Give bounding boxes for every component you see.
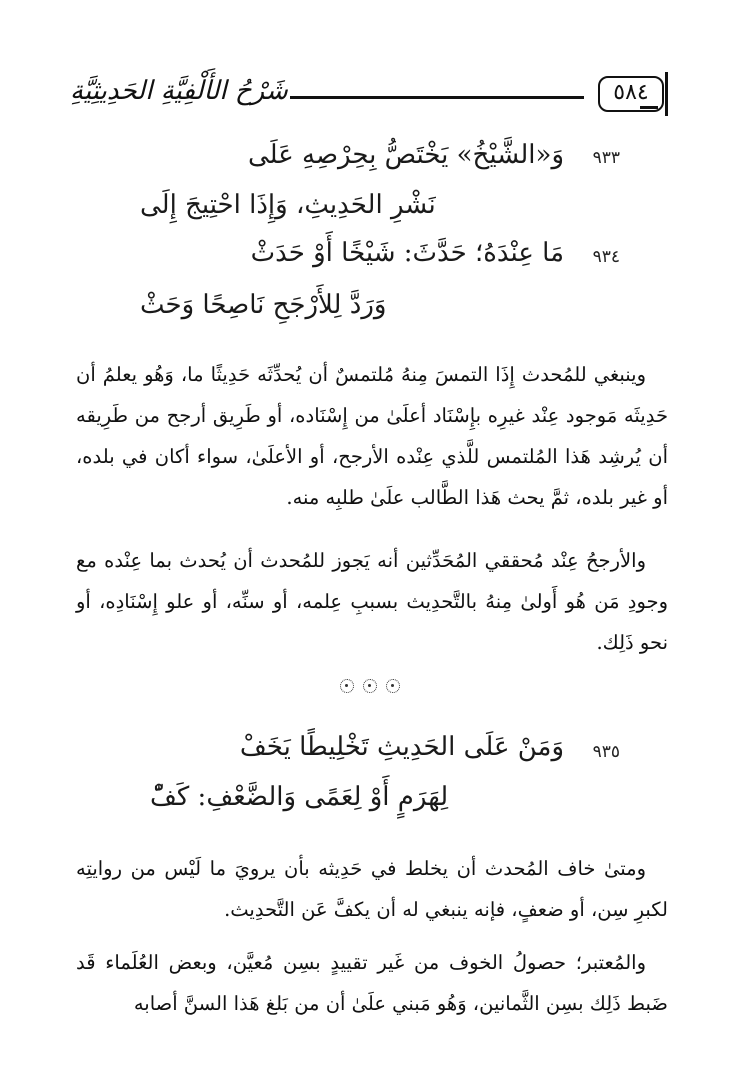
commentary-block [76, 540, 668, 663]
page-number: ٥٨٤ [613, 80, 649, 105]
running-title: شَرْحُ الأَلْفِيَّةِ الحَدِيثِيَّةِ [70, 76, 288, 106]
paragraph: ومتىٰ خاف المُحدث أن يخلط في حَدِيثه بأن يرويَ ما لَيْس من روايتِه لكبرِ سِن، أو ضعفٍ، فإنه ينبغي له أن يكفَّ عَن التَّحدِيث. [76, 857, 668, 921]
commentary-block [76, 848, 668, 930]
verse-hemistich: وَمَنْ عَلَى الحَدِيثِ تَخْلِيطًا يَخَفْ [239, 732, 564, 762]
flower-ornament-icon [340, 679, 354, 693]
verse-hemistich: لِهَرَمٍ أَوْ لِعَمًى وَالضَّعْفِ: كَفّْ [150, 782, 449, 812]
flower-ornament-icon [386, 679, 400, 693]
header-rule [290, 96, 584, 99]
verse-hemistich: وَرَدَّ لِلأَرْجَحِ نَاصِحًا وَحَثْ [140, 290, 387, 320]
verse-hemistich: نَشْرِ الحَدِيثِ، وَإِذَا احْتِيجَ إِلَى [140, 190, 436, 220]
commentary-block [76, 354, 668, 518]
paragraph: وينبغي للمُحدث إِذَا التمسَ مِنهُ مُلتمسٌ أن يُحدِّثَه حَدِيثًا ما، وَهُو يعلمُ أن حَدِيثَه مَوجود عِنْد غيرِه بإِسْنَاد أعلَىٰ من إِسْنَاده، أو طَرِيق أرجح من طَرِيقه أن يُرشِد هَذا المُلتمس للَّذي عِنْده الأرجح، أو الأعلَىٰ، سواء أكان في بلده، أو غير بلده، ثمَّ يحث هَذا الطَّالب علَىٰ طلبِه منه. [76, 363, 668, 509]
verse-number: ٩٣٥ [592, 742, 620, 762]
verse-number: ٩٣٤ [592, 247, 620, 267]
paragraph: والمُعتبر؛ حصولُ الخوف من غَير تقييدٍ بسِن مُعيَّن، وبعض العُلَماء قَد ضَبط ذَلِك بسِن الثَّمانين، وَهُو مَبني علَىٰ أن من بَلغ هَذا السنَّ أصابه [76, 951, 668, 1015]
verse-hemistich: مَا عِنْدَهُ؛ حَدَّثَ: شَيْخًا أَوْ حَدَثْ [250, 238, 564, 268]
commentary-block [76, 942, 668, 1024]
verse-number: ٩٣٣ [592, 148, 620, 168]
page-header [70, 72, 668, 120]
flower-ornament-icon [363, 679, 377, 693]
verse-hemistich: وَ«الشَّيْخُ» يَخْتَصُّ بِحِرْصِهِ عَلَى [247, 140, 564, 170]
page-number-box [598, 76, 664, 112]
paragraph: والأرجحُ عِنْد مُحققي المُحَدِّثين أنه يَجوز للمُحدث أن يُحدث بما عِنْده مع وجودِ مَن هُو أَولىٰ مِنهُ بالتَّحدِيث بسببِ عِلمه، أو سنِّه، أو علو إِسْنَادِه، أو نحو ذَلِك. [76, 549, 668, 654]
section-separator [340, 676, 400, 696]
